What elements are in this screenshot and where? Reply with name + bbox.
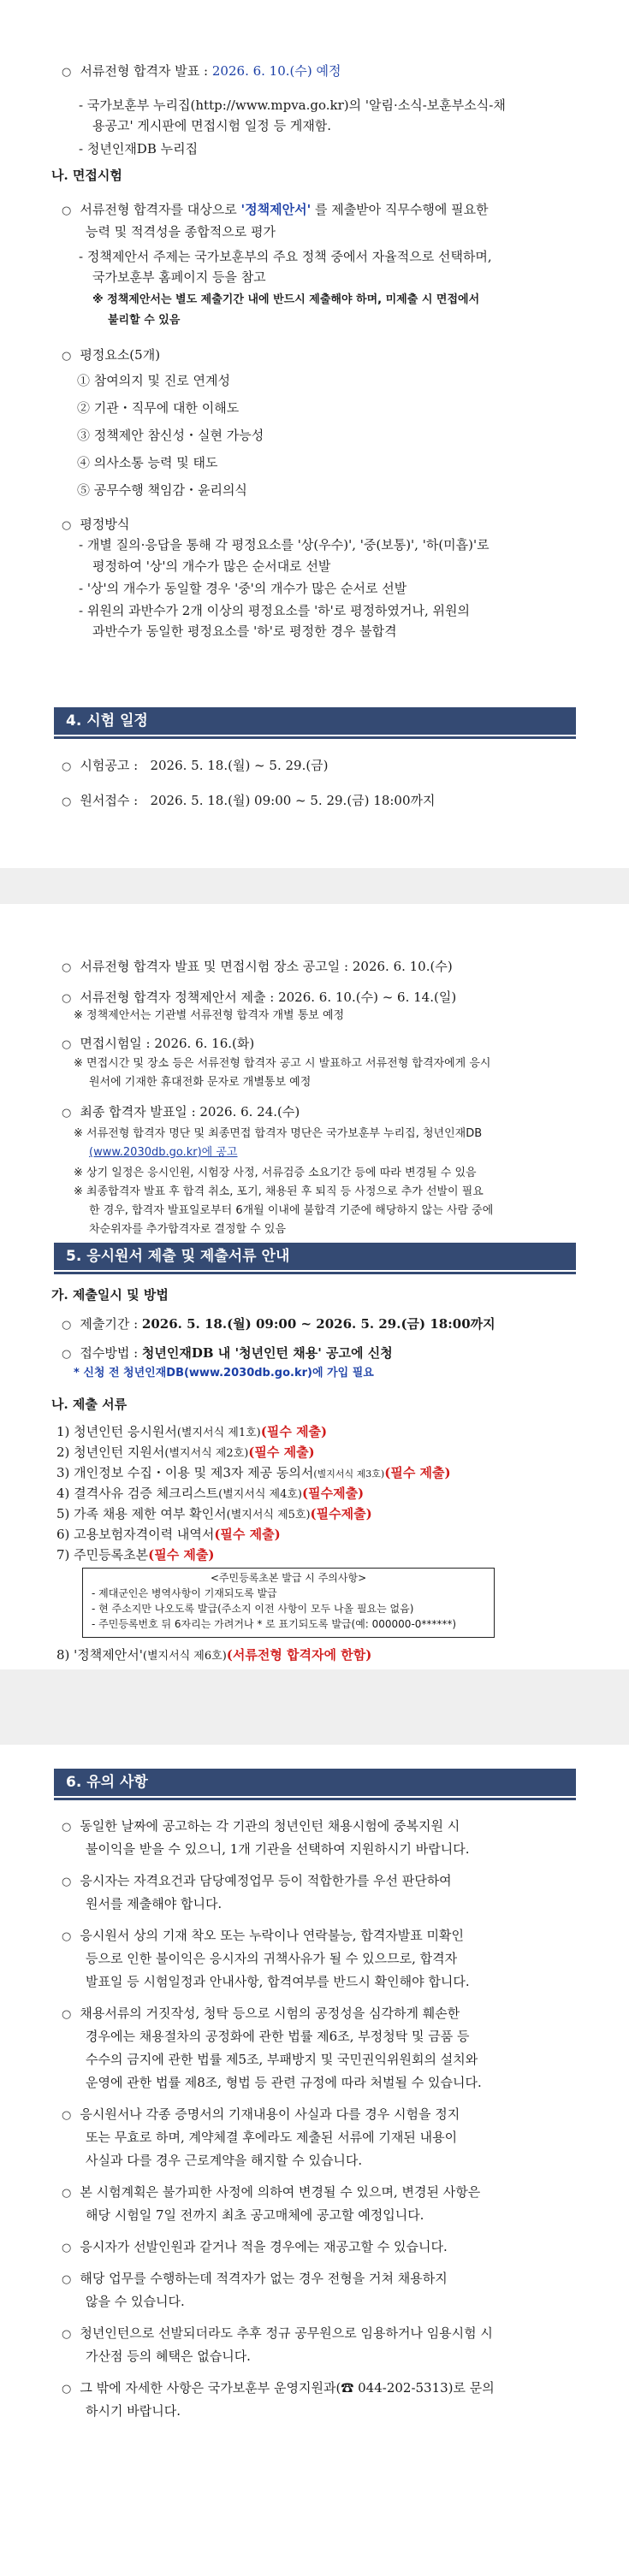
doc-item: 7) 주민등록초본(필수 제출) (56, 1547, 215, 1563)
note-item-cont: 않을 수 있습니다. (86, 2294, 185, 2309)
circle-bullet-icon: ○ (62, 2273, 72, 2286)
interview-line-1: ○ 서류전형 합격자를 대상으로 '정책제안서' 를 제출받아 직무수행에 필요한 (62, 202, 489, 217)
circle-bullet-icon: ○ (62, 1876, 72, 1888)
circle-bullet-icon: ○ (62, 2328, 72, 2341)
note-item: ○ 응시원서나 각종 증명서의 기재내용이 사실과 다를 경우 시험을 정지 (62, 2106, 460, 2122)
schedule-notice: ○ 시험공고 : 2026. 5. 18.(월) ~ 5. 29.(금) (62, 758, 329, 773)
circle-bullet-icon: ○ (62, 519, 72, 532)
box-line-2: - 현 주소지만 나오도록 발급(주소지 이전 사항이 모두 나올 필요는 없음) (92, 1603, 414, 1615)
circle-bullet-icon: ○ (62, 2242, 72, 2254)
method-line-4: - 위원의 과반수가 2개 이상의 평정요소를 '하'로 평정하였거나, 위원의 (79, 603, 471, 618)
circle-bullet-icon: ○ (62, 1930, 72, 1943)
circle-bullet-icon: ○ (62, 1107, 72, 1120)
note-item-cont: 가산점 등의 혜택은 없습니다. (86, 2349, 251, 2364)
note-item: ○ 해당 업무를 수행하는데 적격자가 없는 경우 전형을 거쳐 채용하지 (62, 2271, 448, 2286)
note-item-cont: 발표일 등 시험일정과 안내사항, 합격여부를 반드시 확인해야 합니다. (86, 1974, 470, 1989)
schedule-note-5c: 차순위자를 추가합격자로 결정할 수 있음 (89, 1223, 287, 1236)
note-item: ○ 동일한 날짜에 공고하는 각 기관의 청년인턴 채용시험에 중복지원 시 (62, 1818, 460, 1834)
schedule-note-3: ※ 서류전형 합격자 명단 및 최종면접 합격자 명단은 국가보훈부 누리집, 청년인재DB (74, 1127, 483, 1140)
circle-bullet-icon: ○ (62, 2008, 72, 2021)
page-1 (0, 0, 629, 868)
signup-note: * 신청 전 청년인재DB(www.2030db.go.kr)에 가입 필요 (74, 1367, 374, 1380)
schedule-interview: ○ 면접시험일 : 2026. 6. 16.(화) (62, 1036, 255, 1051)
method-line-5: 과반수가 동일한 평정요소를 '하'로 평정한 경우 불합격 (92, 623, 397, 639)
circle-bullet-icon: ○ (62, 350, 72, 363)
note-item-cont: 등으로 인한 불이익은 응시자의 귀책사유가 될 수 있으므로, 합격자 (86, 1951, 458, 1966)
circle-bullet-icon: ○ (62, 2187, 72, 2200)
note-item: ○ 청년인턴으로 선발되더라도 추후 정규 공무원으로 임용하거나 임용시험 시 (62, 2325, 493, 2341)
circle-bullet-icon: ○ (62, 1821, 72, 1834)
doc-item: 6) 고용보험자격이력 내역서(필수 제출) (56, 1527, 281, 1542)
circle-bullet-icon: ○ (62, 795, 72, 808)
interview-note-1: ※ 정책제안서는 별도 제출기간 내에 반드시 제출해야 하며, 미제출 시 면접에서 (92, 293, 480, 306)
section-5-header: 5. 응시원서 제출 및 제출서류 안내 (54, 1243, 576, 1270)
sec3-line-3: 용공고' 게시판에 면접시험 일정 등 게재함. (92, 118, 332, 133)
note-item: ○ 응시자가 선발인원과 같거나 적을 경우에는 재공고할 수 있습니다. (62, 2239, 448, 2254)
element-item: ⑤ 공무수행 책임감・윤리의식 (77, 482, 247, 498)
schedule-note-5: ※ 최종합격자 발표 후 합격 취소, 포기, 채용된 후 퇴직 등 사정으로 추가 선발이 필요 (74, 1185, 484, 1198)
sub-header-b: 나. 제출 서류 (51, 1397, 128, 1412)
note-item-cont: 원서를 제출해야 합니다. (86, 1896, 223, 1911)
note-item-cont: 또는 무효로 하며, 계약체결 후에라도 제출된 서류에 기재된 내용이 (86, 2130, 458, 2145)
circle-bullet-icon: ○ (62, 2109, 72, 2122)
schedule-doc-result: ○ 서류전형 합격자 발표 및 면접시험 장소 공고일 : 2026. 6. 10.(수) (62, 959, 453, 974)
sec3-line-4: - 청년인재DB 누리집 (79, 141, 199, 157)
element-item: ④ 의사소통 능력 및 태도 (77, 455, 218, 470)
schedule-note-4: ※ 상기 일정은 응시인원, 시험장 사정, 서류검증 소요기간 등에 따라 변경될 수 있음 (74, 1167, 477, 1179)
note-item-cont: 수수의 금지에 관한 법률 제5조, 부패방지 및 국민권익위원회의 설치와 (86, 2052, 478, 2067)
note-item-cont: 해당 시험일 7일 전까지 최초 공고매체에 공고할 예정입니다. (86, 2207, 424, 2223)
section-4-header: 4. 시험 일정 (54, 707, 576, 735)
note-item: ○ 채용서류의 거짓작성, 청탁 등으로 시험의 공정성을 심각하게 훼손한 (62, 2006, 460, 2021)
circle-bullet-icon: ○ (62, 66, 72, 79)
resident-record-notice-box (82, 1568, 495, 1638)
box-line-1: - 제대군인은 병역사항이 기재되도록 발급 (92, 1587, 277, 1599)
sub-header-a: 가. 제출일시 및 방법 (51, 1287, 169, 1303)
circle-bullet-icon: ○ (62, 1348, 72, 1361)
sec3-line-2: - 국가보훈부 누리집(http://www.mpva.go.kr)의 '알림·소식-보훈부소식-채 (79, 97, 506, 113)
doc-item: 2) 청년인턴 지원서(별지서식 제2호)(필수 제출) (56, 1445, 315, 1460)
doc-item: 4) 결격사유 검증 체크리스트(별지서식 제4호)(필수제출) (56, 1486, 365, 1501)
note-item: ○ 본 시험계획은 불가피한 사정에 의하여 변경될 수 있으며, 변경된 사항은 (62, 2184, 481, 2200)
doc-item: 3) 개인정보 수집・이용 및 제3자 제공 동의서(별지서식 제3호)(필수 제출) (56, 1465, 451, 1480)
box-title: <주민등록초본 발급 시 주의사항> (210, 1572, 367, 1584)
note-item-cont: 경우에는 채용절차의 공정화에 관한 법률 제6조, 부정청탁 및 금품 등 (86, 2029, 470, 2044)
page-2 (0, 904, 629, 1644)
note-item-cont: 사실과 다를 경우 근로계약을 해지할 수 있습니다. (86, 2153, 363, 2168)
doc-item: 5) 가족 채용 제한 여부 확인서(별지서식 제5호)(필수제출) (56, 1506, 372, 1521)
element-item: ③ 정책제안 참신성・실현 가능성 (77, 428, 264, 443)
circle-bullet-icon: ○ (62, 760, 72, 773)
page-2-tail (0, 1644, 629, 1669)
note-item-cont: 운영에 관한 법률 제8조, 형법 등 관련 규정에 따라 처벌될 수 있습니다. (86, 2075, 482, 2090)
circle-bullet-icon: ○ (62, 961, 72, 974)
interview-note-2: 불리할 수 있음 (108, 314, 181, 327)
schedule-note-2b: 원서에 기재한 휴대전화 문자로 개별통보 예정 (89, 1076, 312, 1089)
interview-line-4: 국가보훈부 홈페이지 등을 참고 (92, 269, 266, 285)
circle-bullet-icon: ○ (62, 992, 72, 1005)
circle-bullet-icon: ○ (62, 1038, 72, 1051)
elements-title: ○ 평정요소(5개) (62, 347, 161, 363)
box-line-3: - 주민등록번호 뒤 6자리는 가려거나 * 로 표기되도록 발급(예: 000000-0******) (92, 1618, 457, 1630)
method-line-3: - '상'의 개수가 동일할 경우 '중'의 개수가 많은 순서로 선발 (79, 581, 407, 596)
circle-bullet-icon: ○ (62, 2383, 72, 2396)
doc-item-8: 8) '정책제안서'(별지서식 제6호)(서류전형 합격자에 한함) (56, 1647, 372, 1663)
schedule-note-5b: 한 경우, 합격자 발표일로부터 6개월 이내에 불합격 기준에 해당하지 않는 사람 중에 (89, 1204, 494, 1217)
page-gap (0, 868, 629, 904)
element-item: ① 참여의지 및 진로 연계성 (77, 373, 230, 388)
method-title: ○ 평정방식 (62, 517, 130, 532)
interview-line-3: - 정책제안서 주제는 국가보훈부의 주요 정책 중에서 자율적으로 선택하며, (79, 249, 492, 264)
note-item: ○ 응시자는 자격요건과 담당예정업무 등이 적합한가를 우선 판단하여 (62, 1873, 452, 1888)
page-gap (0, 1669, 629, 1745)
method-line-2: 평정하여 '상'의 개수가 많은 순서대로 선발 (92, 558, 331, 574)
sec3-result-line: ○ 서류전형 합격자 발표 : 2026. 6. 10.(수) 예정 (62, 63, 341, 79)
schedule-note-1: ※ 정책제안서는 기관별 서류전형 합격자 개별 통보 예정 (74, 1009, 345, 1022)
note-item: ○ 그 밖에 자세한 사항은 국가보훈부 운영지원과(☎ 044-202-5313)로 문의 (62, 2380, 495, 2396)
submit-period: ○ 제출기간 : 2026. 5. 18.(월) 09:00 ~ 2026. 5. 29.(금) 18:00까지 (62, 1316, 495, 1332)
submit-method: ○ 접수방법 : 청년인재DB 내 '청년인턴 채용' 공고에 신청 (62, 1345, 393, 1361)
doc-item: 1) 청년인턴 응시원서(별지서식 제1호)(필수 제출) (56, 1424, 328, 1439)
circle-bullet-icon: ○ (62, 1319, 72, 1332)
interview-line-2: 능력 및 적격성을 종합적으로 평가 (86, 224, 276, 239)
schedule-proposal: ○ 서류전형 합격자 정책제안서 제출 : 2026. 6. 10.(수) ~ 6. 14.(일) (62, 990, 457, 1005)
note-item: ○ 응시원서 상의 기재 착오 또는 누락이나 연락불능, 합격자발표 미확인 (62, 1928, 464, 1943)
interview-header: 나. 면접시험 (51, 168, 122, 183)
element-item: ② 기관・직무에 대한 이해도 (77, 400, 240, 416)
circle-bullet-icon: ○ (62, 204, 72, 217)
schedule-application: ○ 원서접수 : 2026. 5. 18.(월) 09:00 ~ 5. 29.(금) 18:00까지 (62, 793, 436, 808)
section-6-header: 6. 유의 사항 (54, 1769, 576, 1796)
db-link[interactable]: (www.2030db.go.kr)에 공고 (89, 1146, 238, 1159)
schedule-note-2: ※ 면접시간 및 장소 등은 서류전형 합격자 공고 시 발표하고 서류전형 합격자에게 응시 (74, 1057, 491, 1070)
note-item-cont: 하시기 바랍니다. (86, 2403, 181, 2419)
schedule-final: ○ 최종 합격자 발표일 : 2026. 6. 24.(수) (62, 1104, 300, 1120)
note-item-cont: 불이익을 받을 수 있으니, 1개 기관을 선택하여 지원하시기 바랍니다. (86, 1841, 470, 1857)
page-3 (0, 1745, 629, 2576)
method-line-1: - 개별 질의·응답을 통해 각 평정요소를 '상(우수)', '중(보통)', '하(미흡)'로 (79, 537, 490, 552)
